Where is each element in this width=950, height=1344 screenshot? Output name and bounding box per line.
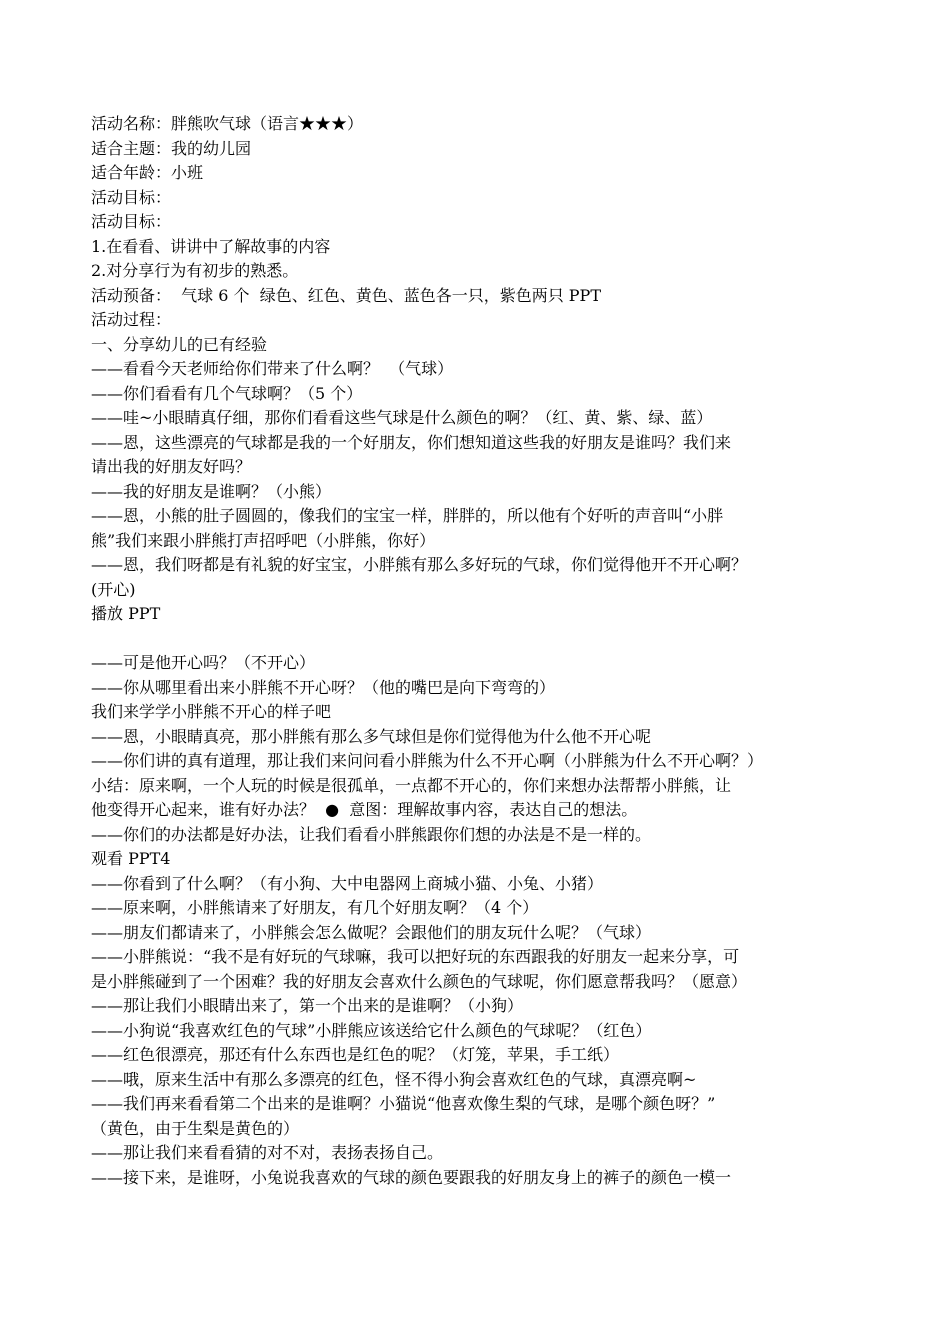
text-line: ——恩，这些漂亮的气球都是我的一个好朋友，你们想知道这些我的好朋友是谁吗？我们来 [91,432,732,452]
text-line: ——小狗说“我喜欢红色的气球”小胖熊应该送给它什么颜色的气球呢？（红色） [91,1020,652,1040]
watch-ppt-line: 观看 PPT4 [91,849,171,868]
text-line: ——你们讲的真有道理，那让我们来问问看小胖熊为什么不开心啊（小胖熊为什么不开心啊？） [91,751,764,770]
goal-item-2: 2.对分享行为有初步的熟悉。 [91,261,299,280]
text-line: ——我们再来看看第二个出来的是谁啊？小猫说“他喜欢像生梨的气球，是哪个颜色呀？” [91,1094,716,1113]
text-line: ——恩，我们呀都是有礼貌的好宝宝，小胖熊有那么多好玩的气球，你们觉得他开不开心啊？ [91,555,748,574]
text-line: ——原来啊，小胖熊请来了好朋友，有几个好朋友啊？（4 个） [91,898,539,917]
text-line: ——可是他开心吗？（不开心） [91,653,316,672]
section-heading-1: 一、分享幼儿的已有经验 [91,334,268,354]
text-line: ——哇~小眼睛真仔细，那你们看看这些气球是什么颜色的啊？（红、黄、紫、绿、蓝） [91,408,713,427]
activity-name-line: 活动名称：胖熊吹气球（语言★★★） [91,114,364,133]
text-line: ——看看今天老师给你们带来了什么啊？ （气球） [91,359,454,378]
text-line: 请出我的好朋友好吗？ [91,457,252,476]
document-body [91,112,871,1190]
text-line: ——接下来，是谁呀，小兔说我喜欢的气球的颜色要跟我的好朋友身上的裤子的颜色一模一 [91,1167,732,1187]
goal-heading-2: 活动目标： [91,212,172,231]
text-line: ——你们的办法都是好办法，让我们看看小胖熊跟你们想的办法是不是一样的。 [91,824,652,844]
text-line: 熊”我们来跟小胖熊打声招呼吧（小胖熊，你好） [91,530,436,550]
summary-line: 小结：原来啊，一个人玩的时候是很孤单，一点都不开心的，你们来想办法帮帮小胖熊，让 [91,775,732,795]
theme-line: 适合主题：我的幼儿园 [91,138,252,158]
process-heading: 活动过程： [91,310,172,329]
summary-line: 他变得开心起来，谁有好办法？ ● 意图：理解故事内容，表达自己的想法。 [91,800,638,819]
text-line: ——那让我们来看看猜的对不对，表扬表扬自己。 [91,1143,444,1162]
text-line: ——哦，原来生活中有那么多漂亮的红色，怪不得小狗会喜欢红色的气球，真漂亮啊~ [91,1069,697,1089]
preparation-line: 活动预备： 气球 6 个 绿色、红色、黄色、蓝色各一只，紫色两只 PPT [91,285,601,305]
text-line: ——你们看看有几个气球啊？（5 个） [91,383,363,403]
text-line: ——你看到了什么啊？（有小狗、大中电器网上商城小猫、小兔、小猪） [91,873,604,893]
text-line: ——恩，小眼睛真亮，那小胖熊有那么多气球但是你们觉得他为什么他不开心呢 [91,726,652,746]
text-line: ——你从哪里看出来小胖熊不开心呀？（他的嘴巴是向下弯弯的） [91,677,556,697]
age-line: 适合年龄：小班 [91,163,204,182]
goal-heading-1: 活动目标： [91,187,172,207]
text-line: ——那让我们小眼睛出来了，第一个出来的是谁啊？（小狗） [91,996,524,1015]
text-line: ——朋友们都请来了，小胖熊会怎么做呢？会跟他们的朋友玩什么呢？（气球） [91,922,652,942]
text-line: （黄色，由于生梨是黄色的） [91,1118,300,1138]
text-line: ——红色很漂亮，那还有什么东西也是红色的呢？（灯笼，苹果，手工纸） [91,1045,620,1064]
text-line: 我们来学学小胖熊不开心的样子吧 [91,702,332,721]
blank-line [91,627,871,652]
text-line: (开心) [91,579,136,599]
text-line: ——小胖熊说：“我不是有好玩的气球嘛，我可以把好玩的东西跟我的好朋友一起来分享，可 [91,947,740,966]
goal-item-1: 1.在看看、讲讲中了解故事的内容 [91,236,331,256]
text-line: ——我的好朋友是谁啊？（小熊） [91,481,332,501]
text-line: ——恩，小熊的肚子圆圆的，像我们的宝宝一样，胖胖的，所以他有个好听的声音叫“小胖 [91,506,724,525]
text-line: 是小胖熊碰到了一个困难？我的好朋友会喜欢什么颜色的气球呢，你们愿意帮我吗？（愿意） [91,971,748,991]
play-ppt-line: 播放 PPT [91,604,161,623]
